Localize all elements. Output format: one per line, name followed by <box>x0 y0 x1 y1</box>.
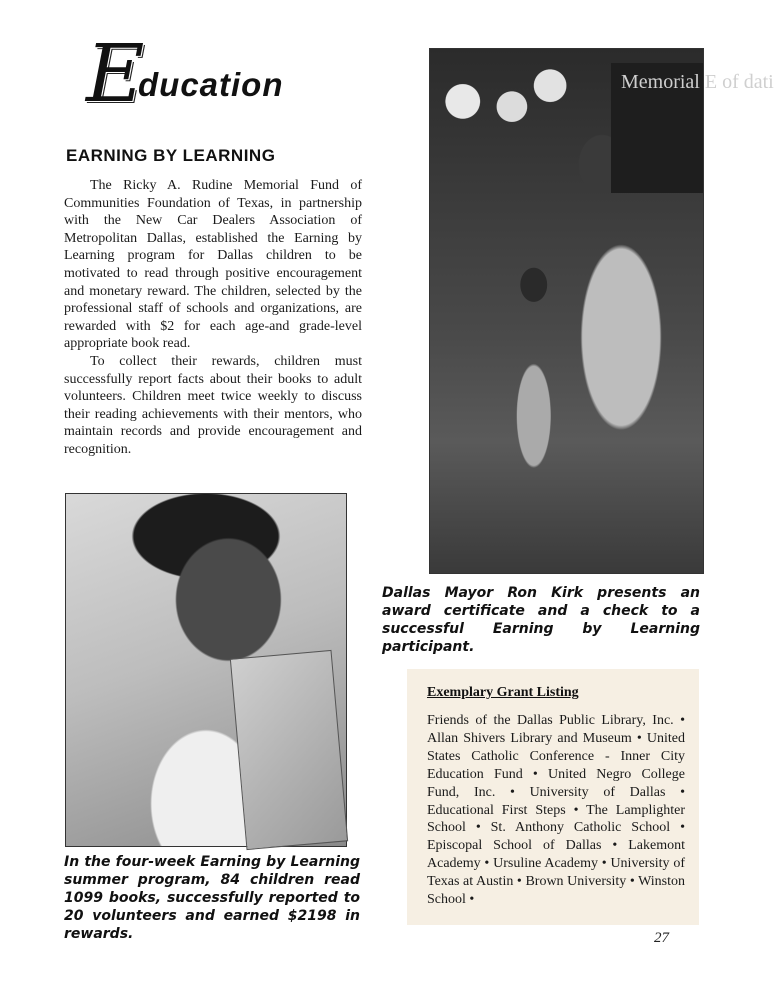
photo-girl-with-book <box>65 493 347 847</box>
grant-listing-box <box>407 669 699 925</box>
photo-banner-text: Memorial E of dati <box>611 63 703 193</box>
book-illustration <box>230 650 348 850</box>
caption-girl-photo: In the four-week Earning by Learning summer program, 84 children read 1099 books, successfully reported to 20 volunteers and earned $2198 in rewards. <box>64 854 360 942</box>
grant-listing-body: Friends of the Dallas Public Library, Inc. • Allan Shivers Library and Museum • United States Catholic Conference - Inner City Education Fund • United Negro College Fund, Inc. • University of Dallas • Educational First Steps • The Lamplighter School • St. Anthony Catholic School • Episcopal School of Dallas • Lakemont Academy • Ursuline Academy • University of Texas at Austin • Brown University • Winston School • <box>427 713 685 908</box>
section-heading: EARNING BY LEARNING <box>66 146 276 165</box>
title-text: ducation <box>138 66 284 103</box>
page-title <box>86 27 346 120</box>
photo-mayor-award <box>429 48 774 574</box>
article-body <box>64 177 362 459</box>
paragraph: The Ricky A. Rudine Memorial Fund of Communities Foundation of Texas, in partnership with the New Car Dealers Association of Metropolitan Dallas, established the Earning by Learning program for Dallas children to be motivated to read through positive encouragement and monetary reward. The children, selected by the professional staff of schools and organizations, are rewarded with $2 for each age-and grade-level appropriate book read. <box>64 178 362 352</box>
title-decorative-initial: E <box>86 27 145 120</box>
grant-listing-heading: Exemplary Grant Listing <box>427 685 579 700</box>
caption-mayor-photo: Dallas Mayor Ron Kirk presents an award certificate and a check to a successful Earning by Learning participant. <box>382 585 700 655</box>
paragraph: To collect their rewards, children must successfully report facts about their books to adult volunteers. Children meet twice weekly to discuss their reading achievements with their mentors, who maintain records and provide encouragement and recognition. <box>64 353 362 457</box>
page-number: 27 <box>654 930 669 946</box>
